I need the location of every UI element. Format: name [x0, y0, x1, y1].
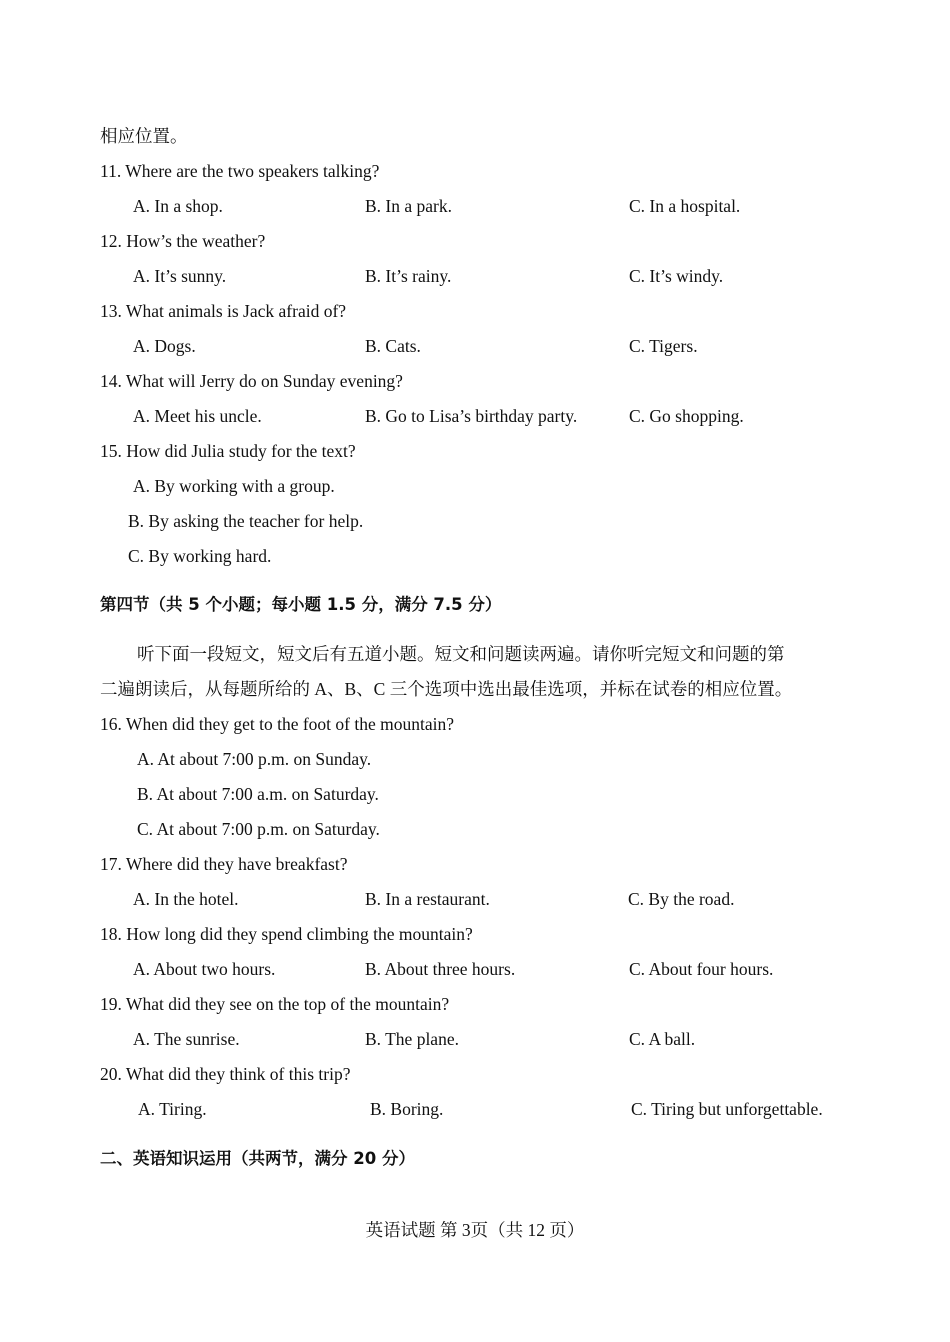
question-12-option-c: C. It’s windy.: [629, 266, 724, 286]
question-12-stem: 12. How’s the weather?: [100, 231, 266, 251]
question-16-option-c: C. At about 7:00 p.m. on Saturday.: [137, 819, 380, 839]
question-15-option-b: B. By asking the teacher for help.: [128, 511, 364, 531]
question-20-option-b: B. Boring.: [370, 1099, 444, 1119]
question-18-stem: 18. How long did they spend climbing the mountain?: [100, 924, 473, 944]
question-20-stem: 20. What did they think of this trip?: [100, 1064, 351, 1084]
question-13-option-c: C. Tigers.: [629, 336, 698, 356]
part-2-title: 二、英语知识运用（共两节，满分 20 分）: [100, 1149, 415, 1168]
question-18-option-c: C. About four hours.: [629, 959, 774, 979]
question-13-stem: 13. What animals is Jack afraid of?: [100, 301, 347, 321]
question-14-option-b: B. Go to Lisa’s birthday party.: [365, 406, 578, 426]
question-16-option-b: B. At about 7:00 a.m. on Saturday.: [137, 784, 379, 804]
question-15-option-c: C. By working hard.: [128, 546, 272, 566]
question-12-option-b: B. It’s rainy.: [365, 266, 452, 286]
header-fragment: 相应位置。: [100, 126, 188, 146]
question-18-option-b: B. About three hours.: [365, 959, 516, 979]
question-17-option-c: C. By the road.: [628, 889, 735, 909]
question-12-option-a: A. It’s sunny.: [133, 266, 227, 286]
question-15-option-a: A. By working with a group.: [133, 476, 335, 496]
question-11-option-a: A. In a shop.: [133, 196, 223, 216]
question-13-option-a: A. Dogs.: [133, 336, 196, 356]
question-18-option-a: A. About two hours.: [133, 959, 276, 979]
question-16-stem: 16. When did they get to the foot of the mountain?: [100, 714, 454, 734]
question-20-option-c: C. Tiring but unforgettable.: [631, 1099, 823, 1119]
question-11-option-b: B. In a park.: [365, 196, 452, 216]
question-19-option-b: B. The plane.: [365, 1029, 459, 1049]
question-14-option-c: C. Go shopping.: [629, 406, 744, 426]
question-11-option-c: C. In a hospital.: [629, 196, 741, 216]
question-14-option-a: A. Meet his uncle.: [133, 406, 262, 426]
question-17-option-b: B. In a restaurant.: [365, 889, 490, 909]
question-11-stem: 11. Where are the two speakers talking?: [100, 161, 380, 181]
question-19-option-c: C. A ball.: [629, 1029, 696, 1049]
section-4-instruction-line-1: 听下面一段短文，短文后有五道小题。短文和问题读两遍。请你听完短文和问题的第: [137, 644, 785, 664]
question-19-stem: 19. What did they see on the top of the mountain?: [100, 994, 450, 1014]
question-15-stem: 15. How did Julia study for the text?: [100, 441, 356, 461]
section-4-instruction-line-2: 二遍朗读后，从每题所给的 A、B、C 三个选项中选出最佳选项，并标在试卷的相应位置。: [100, 679, 793, 699]
question-17-option-a: A. In the hotel.: [133, 889, 239, 909]
section-4-title: 第四节（共 5 个小题；每小题 1.5 分，满分 7.5 分）: [100, 595, 502, 614]
question-20-option-a: A. Tiring.: [138, 1099, 207, 1119]
question-17-stem: 17. Where did they have breakfast?: [100, 854, 348, 874]
question-13-option-b: B. Cats.: [365, 336, 421, 356]
question-14-stem: 14. What will Jerry do on Sunday evening?: [100, 371, 403, 391]
question-16-option-a: A. At about 7:00 p.m. on Sunday.: [137, 749, 372, 769]
page-footer: 英语试题 第 3页（共 12 页）: [365, 1220, 585, 1240]
question-19-option-a: A. The sunrise.: [133, 1029, 240, 1049]
